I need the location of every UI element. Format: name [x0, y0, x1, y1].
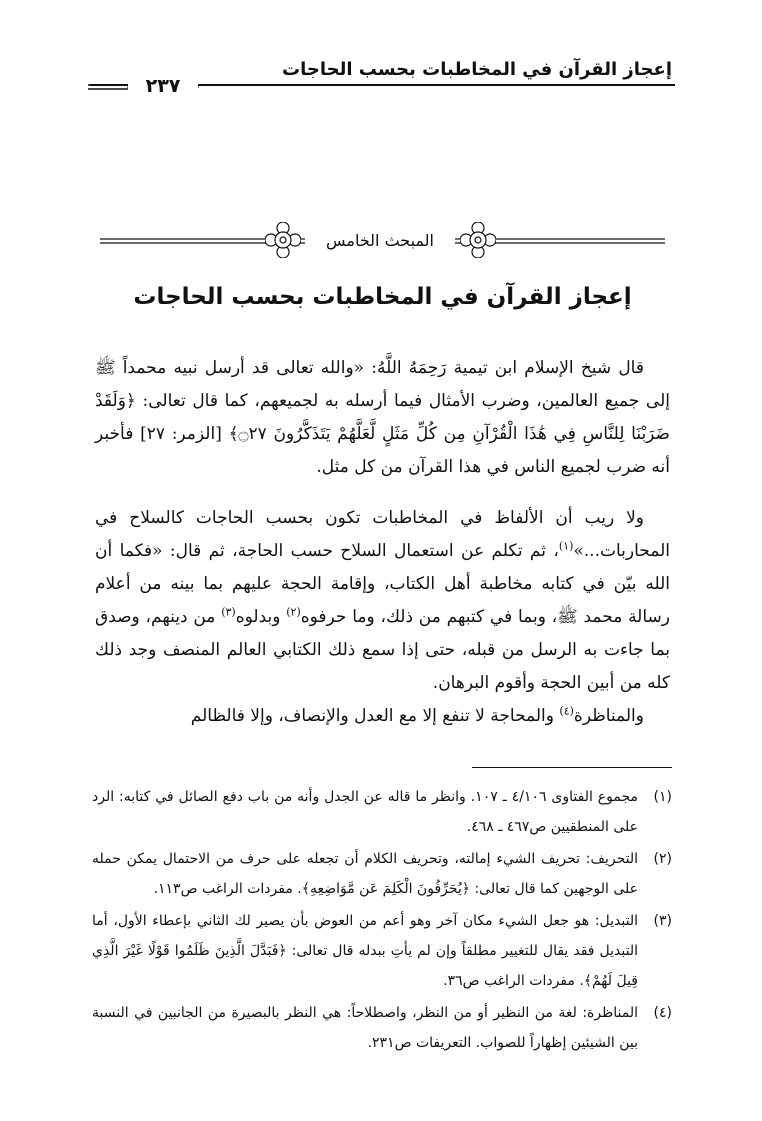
verse-reference: [الزمر: ٢٧]: [140, 424, 222, 444]
page-number-ornament: [88, 72, 238, 102]
floral-ornament-icon: [265, 222, 301, 258]
footnote-3: [92, 906, 672, 996]
footnote-ref-3[interactable]: (٣): [221, 605, 236, 619]
floral-ornament-icon: [460, 222, 496, 258]
quran-verse: ﴿وَلَقَدْ ضَرَبْنَا لِلنَّاسِ فِي هَٰذَا الْقُرْآنِ مِن كُلِّ مَثَلٍ لَّعَلَّهُمْ يَتَذَكَّرُونَ ۝٢٧﴾: [95, 391, 670, 444]
footnote-number: (١): [653, 789, 672, 805]
footnote-ref-2[interactable]: (٢): [286, 605, 301, 619]
footnote-text: المناظرة: لغة من النظير أو من النظر، واصطلاحاً: هي النظر بالبصيرة من الجانبين في النسبة بين الشيئين إظهاراً للصواب. التعريفات ص٢٣١.: [92, 1005, 638, 1051]
footnote-text: مجموع الفتاوى ٤/١٠٦ ـ ١٠٧. وانظر ما قاله عن الجدل وأنه من باب دفع الصائل في كتابه: الرد على المنطقيين ص٤٦٧ ـ ٤٦٨.: [92, 789, 638, 835]
footnote-text: التبديل: هو جعل الشيء مكان آخر وهو أعم من العوض بأن يصير لك الثاني بإعطاء الأول، أما التبديل فقد يقال للتغيير مطلقاً وإن لم يأتِ ببدله قال تعالى: ﴿فَبَدَّلَ الَّذِينَ ظَلَمُوا قَوْلًا غَيْرَ الَّذِي قِيلَ لَهُمْ﴾. مفردات الراغب ص٣٦.: [92, 913, 638, 989]
footnote-separator: [472, 767, 672, 768]
paragraph-text: والمحاجة لا تنفع إلا مع العدل والإنصاف، وإلا فالظالم: [190, 706, 560, 726]
paragraph-text: ، ثم تكلم عن استعمال السلاح حسب الحاجة، ثم قال: «فكما أن الله بيّن في كتابه مخاطبة أهل الكتاب، وإقامة الحجة عليهم بما بينه من أعلام رسالة محمد ﷺ، وبما في كتبهم من ذلك، وما حرفوه: [95, 541, 670, 627]
footnote-ref-4[interactable]: (٤): [559, 704, 574, 718]
footnote-4: [92, 998, 672, 1058]
footnote-number: (٤): [653, 1005, 672, 1021]
paragraph-text: والمناظرة: [573, 706, 644, 726]
quote-conclusion: فأخبر أنه ضرب لجميع الناس في هذا القرآن من كل مثل.: [95, 424, 670, 477]
footnote-ref-1[interactable]: (١): [558, 539, 574, 553]
page-number: ٢٣٧: [128, 73, 198, 99]
section-label: المبحث الخامس: [305, 228, 455, 254]
paragraph-text: ولا ريب أن الألفاظ في المخاطبات تكون بحسب الحاجات كالسلاح في المحاربات...»: [95, 508, 670, 561]
footnote-1: [92, 782, 672, 842]
footnote-number: (٣): [653, 913, 672, 929]
running-title: إعجاز القرآن في المخاطبات بحسب الحاجات: [282, 59, 672, 80]
section-title: إعجاز القرآن في المخاطبات بحسب الحاجات: [133, 284, 632, 310]
paragraph-text: من دينهم، وصدق بما جاءت به الرسل من قبله، حتى إذا سمع ذلك الكتابي العالم المنصف وجد ذلك كله من أبين الحجة وأقوم البرهان.: [95, 607, 670, 693]
paragraph-text: وبدلوه: [235, 607, 287, 627]
footnote-text: التحريف: تحريف الشيء إمالته، وتحريف الكلام أن تجعله على حرف من الاحتمال يمكن حمله على الوجهين كما قال تعالى: ﴿يُحَرِّفُونَ الْكَلِمَ عَن مَّوَاضِعِهِ﴾. مفردات الراغب ص١١٣.: [92, 851, 638, 897]
footnote-number: (٢): [653, 851, 672, 867]
quote-intro: قال شيخ الإسلام ابن تيمية رَحِمَهُ اللَّهُ: «والله تعالى قد أرسل نبيه محمداً ﷺ إلى جميع العالمين، وضرب الأمثال فيما أرسله به لجميعهم، كما قال تعالى:: [95, 358, 670, 411]
body-paragraph-2: [95, 502, 670, 733]
footnote-2: [92, 844, 672, 904]
body-paragraph-1: [95, 352, 670, 484]
footnotes: [92, 782, 672, 1060]
